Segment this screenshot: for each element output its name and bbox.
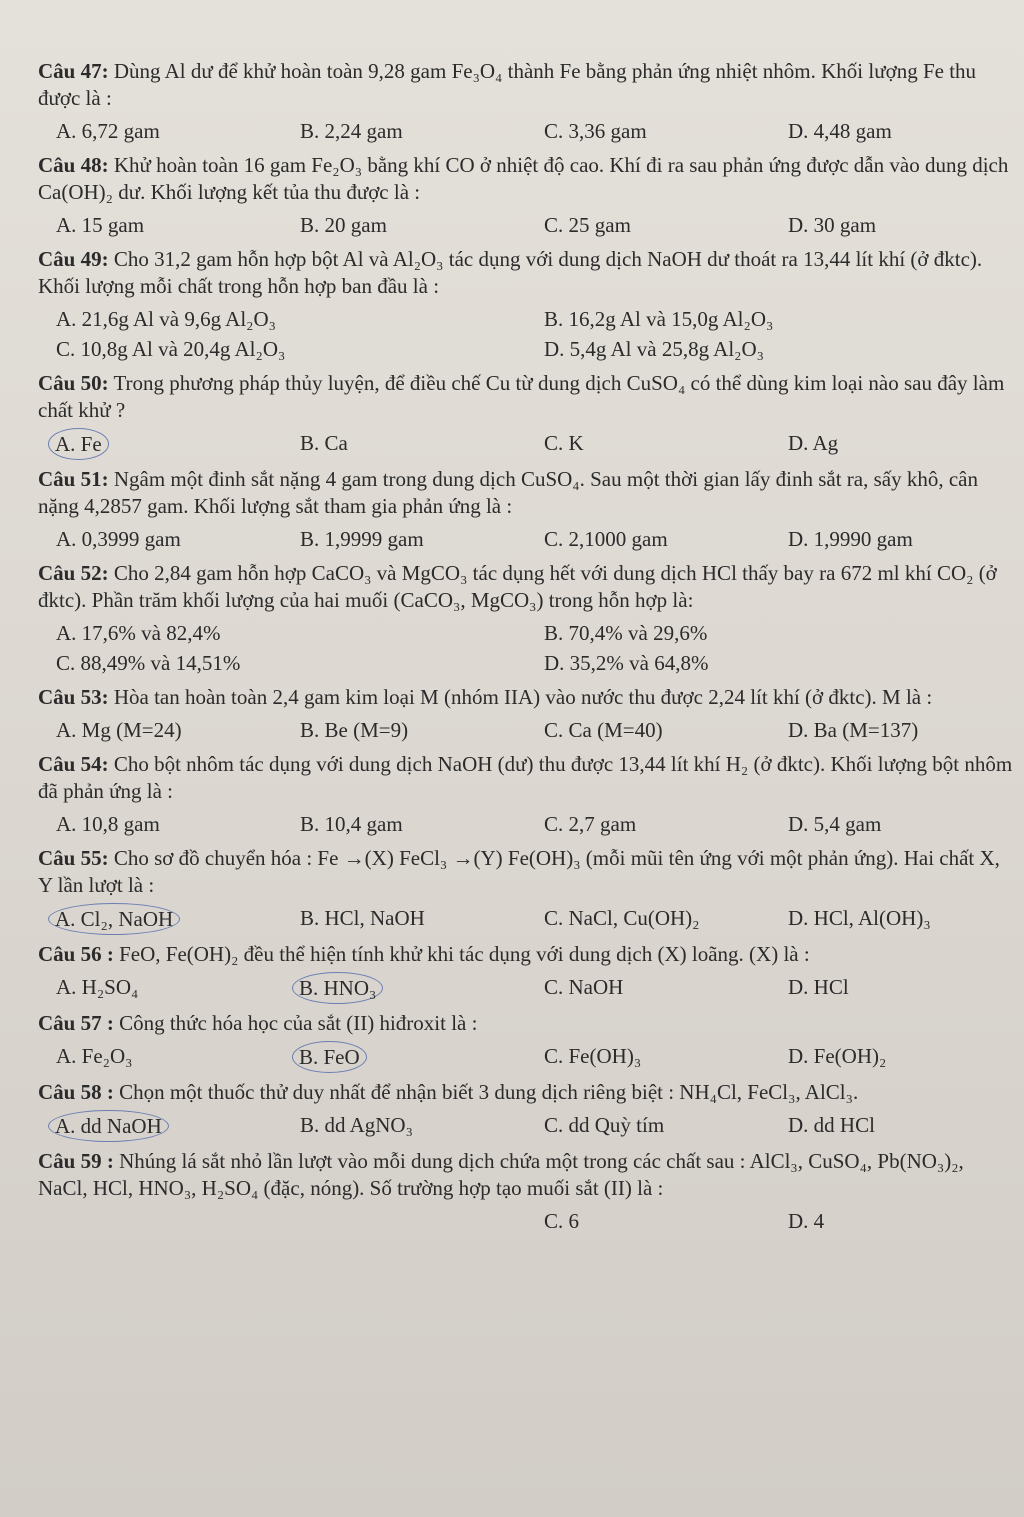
answer-option[interactable]: [526, 809, 770, 839]
answer-option-text: C. NaOH: [544, 975, 624, 999]
answer-option[interactable]: [38, 304, 526, 334]
answer-option-text: B. HNO₃: [292, 972, 383, 1004]
question-text: Chọn một thuốc thử duy nhất để nhận biết 3 dung dịch riêng biệt : NH₄Cl, FeCl₃, AlCl₃.: [119, 1080, 859, 1104]
question-59: [38, 1148, 1014, 1236]
answer-options: [38, 809, 1014, 839]
answer-option[interactable]: [526, 334, 1014, 364]
answer-option[interactable]: [38, 618, 526, 648]
question-54: [38, 751, 1014, 839]
answer-option[interactable]: [526, 210, 770, 240]
question-label: Câu 53:: [38, 685, 109, 709]
answer-option-text: C. 6: [544, 1209, 580, 1233]
answer-option-text: D. Ag: [788, 431, 839, 455]
answer-option[interactable]: [38, 1206, 282, 1236]
question-label: Câu 50:: [38, 371, 109, 395]
question-53: [38, 684, 1014, 745]
question-51: [38, 466, 1014, 554]
question-label: Câu 59 :: [38, 1149, 114, 1173]
answer-option[interactable]: [282, 1206, 526, 1236]
answer-option-text: D. 4,48 gam: [788, 119, 892, 143]
question-56: [38, 941, 1014, 1004]
question-text: Khử hoàn toàn 16 gam Fe₂O₃ bằng khí CO ở nhiệt độ cao. Khí đi ra sau phản ứng được dẫn vào dung dịch Ca(OH)₂ dư. Khối lượng kết tủa thu được là :: [38, 153, 1009, 204]
question-47: [38, 58, 1014, 146]
answer-option-text: B. 20 gam: [300, 213, 387, 237]
answer-option-text: B. 1,9999 gam: [300, 527, 424, 551]
answer-option[interactable]: [526, 972, 770, 1004]
answer-option-text: C. Fe(OH)₃: [544, 1044, 642, 1068]
answer-option-text: A. 21,6g Al và 9,6g Al₂O₃: [56, 307, 276, 331]
answer-option[interactable]: [770, 1041, 1014, 1073]
answer-option-text: B. Be (M=9): [300, 718, 409, 742]
answer-option-text: A. Fe: [48, 428, 109, 460]
answer-options: [38, 715, 1014, 745]
answer-options: [38, 903, 1014, 935]
question-58: [38, 1079, 1014, 1142]
answer-option[interactable]: [526, 903, 770, 935]
answer-options: [38, 428, 1014, 460]
question-stem: [38, 560, 1014, 614]
question-48: [38, 152, 1014, 240]
question-text: Hòa tan hoàn toàn 2,4 gam kim loại M (nhóm IIA) vào nước thu được 2,24 lít khí (ở đktc). M là :: [113, 685, 933, 709]
question-text: Dùng Al dư để khử hoàn toàn 9,28 gam Fe₃O₄ thành Fe bằng phản ứng nhiệt nhôm. Khối lượng Fe thu được là :: [38, 59, 977, 110]
question-stem: [38, 466, 1014, 520]
answer-option[interactable]: [282, 903, 526, 935]
answer-option-text: B. HCl, NaOH: [300, 906, 425, 930]
answer-option-text: D. dd HCl: [788, 1113, 875, 1137]
answer-option-text: C. 2,1000 gam: [544, 527, 668, 551]
answer-option-text: A. H₂SO₄: [56, 975, 139, 999]
question-stem: [38, 751, 1014, 805]
answer-option[interactable]: [526, 1206, 770, 1236]
answer-option[interactable]: [38, 648, 526, 678]
question-stem: [38, 845, 1014, 899]
answer-option[interactable]: [526, 715, 770, 745]
answer-option[interactable]: [526, 428, 770, 460]
answer-options: [38, 116, 1014, 146]
answer-options: [38, 524, 1014, 554]
answer-option[interactable]: [38, 903, 282, 935]
question-text: Cho sơ đồ chuyển hóa : Fe →(X) FeCl₃ →(Y) Fe(OH)₃ (mỗi mũi tên ứng với một phản ứng). Hai chất X, Y lần lượt là :: [38, 846, 1000, 897]
question-stem: [38, 246, 1014, 300]
question-55: [38, 845, 1014, 935]
answer-option[interactable]: [526, 1041, 770, 1073]
answer-option[interactable]: [38, 715, 282, 745]
answer-option-text: C. Ca (M=40): [544, 718, 663, 742]
answer-option[interactable]: [770, 210, 1014, 240]
answer-option-text: B. 10,4 gam: [300, 812, 403, 836]
answer-option[interactable]: [282, 1041, 526, 1073]
question-label: Câu 54:: [38, 752, 109, 776]
answer-option-text: A. 10,8 gam: [56, 812, 160, 836]
answer-option[interactable]: [526, 618, 1014, 648]
question-label: Câu 52:: [38, 561, 109, 585]
question-stem: [38, 1010, 1014, 1037]
answer-option-text: A. dd NaOH: [48, 1110, 169, 1142]
question-label: Câu 57 :: [38, 1011, 114, 1035]
question-stem: [38, 58, 1014, 112]
answer-option-text: D. HCl, Al(OH)₃: [788, 906, 931, 930]
answer-option-text: D. 35,2% và 64,8%: [544, 651, 709, 675]
answer-option-text: D. 4: [788, 1209, 825, 1233]
question-stem: [38, 1148, 1014, 1202]
answer-options: [38, 1206, 1014, 1236]
answer-option-text: C. 88,49% và 14,51%: [56, 651, 241, 675]
answer-options: [38, 972, 1014, 1004]
question-text: Cho 2,84 gam hỗn hợp CaCO₃ và MgCO₃ tác dụng hết với dung dịch HCl thấy bay ra 672 ml khí CO₂ (ở đktc). Phần trăm khối lượng của hai muối (CaCO₃, MgCO₃) trong hỗn hợp là:: [38, 561, 997, 612]
answer-option[interactable]: [526, 648, 1014, 678]
answer-option[interactable]: [38, 1041, 282, 1073]
question-text: Trong phương pháp thủy luyện, để điều chế Cu từ dung dịch CuSO₄ có thể dùng kim loại nào sau đây làm chất khử ?: [38, 371, 1005, 422]
answer-option[interactable]: [282, 1110, 526, 1142]
answer-option[interactable]: [38, 1110, 282, 1142]
answer-option-text: B. 70,4% và 29,6%: [544, 621, 708, 645]
question-stem: [38, 152, 1014, 206]
question-text: Công thức hóa học của sắt (II) hiđroxit là :: [119, 1011, 478, 1035]
question-stem: [38, 1079, 1014, 1106]
answer-option-text: C. 25 gam: [544, 213, 631, 237]
answer-option[interactable]: [770, 715, 1014, 745]
answer-option[interactable]: [38, 210, 282, 240]
answer-options: [38, 210, 1014, 240]
answer-option-text: C. 3,36 gam: [544, 119, 647, 143]
answer-option-text: A. Cl₂, NaOH: [48, 903, 180, 935]
answer-option[interactable]: [770, 903, 1014, 935]
question-52: [38, 560, 1014, 678]
answer-options: [38, 1041, 1014, 1073]
answer-option[interactable]: [282, 524, 526, 554]
answer-option[interactable]: [38, 428, 282, 460]
question-text: Nhúng lá sắt nhỏ lần lượt vào mỗi dung dịch chứa một trong các chất sau : AlCl₃, CuSO₄, Pb(NO₃)₂, NaCl, HCl, HNO₃, H₂SO₄ (đặc, nóng). Số trường hợp tạo muối sắt (II) là :: [38, 1149, 964, 1200]
answer-option-text: C. dd Quỳ tím: [544, 1113, 665, 1137]
answer-option[interactable]: [770, 1206, 1014, 1236]
answer-option[interactable]: [38, 524, 282, 554]
question-57: [38, 1010, 1014, 1073]
question-50: [38, 370, 1014, 460]
answer-option[interactable]: [38, 334, 526, 364]
question-label: Câu 51:: [38, 467, 109, 491]
answer-option[interactable]: [526, 116, 770, 146]
answer-option[interactable]: [38, 116, 282, 146]
answer-option-text: A. 6,72 gam: [56, 119, 160, 143]
answer-options: [38, 1110, 1014, 1142]
answer-option-text: D. 30 gam: [788, 213, 877, 237]
answer-option-text: C. 10,8g Al và 20,4g Al₂O₃: [56, 337, 286, 361]
answer-option[interactable]: [770, 1110, 1014, 1142]
question-text: Ngâm một đinh sắt nặng 4 gam trong dung dịch CuSO₄. Sau một thời gian lấy đinh sắt ra, sấy khô, cân nặng 4,2857 gam. Khối lượng sắt tham gia phản ứng là :: [38, 467, 978, 518]
answer-option-text: D. 5,4 gam: [788, 812, 882, 836]
question-label: Câu 56 :: [38, 942, 114, 966]
answer-option-text: A. Mg (M=24): [56, 718, 182, 742]
question-stem: [38, 684, 1014, 711]
answer-option-text: D. Ba (M=137): [788, 718, 919, 742]
answer-options: [38, 618, 1014, 678]
question-label: Câu 55:: [38, 846, 109, 870]
question-text: Cho 31,2 gam hỗn hợp bột Al và Al₂O₃ tác dụng với dung dịch NaOH dư thoát ra 13,44 lít khí (ở đktc). Khối lượng mỗi chất trong hỗn hợp ban đầu là :: [38, 247, 983, 298]
question-text: Cho bột nhôm tác dụng với dung dịch NaOH (dư) thu được 13,44 lít khí H₂ (ở đktc). Khối lượng bột nhôm đã phản ứng là :: [38, 752, 1013, 803]
answer-option-text: D. 5,4g Al và 25,8g Al₂O₃: [544, 337, 764, 361]
answer-option-text: A. Fe₂O₃: [56, 1044, 133, 1068]
answer-option-text: C. K: [544, 431, 584, 455]
answer-option-text: A. 0,3999 gam: [56, 527, 181, 551]
answer-option-text: D. HCl: [788, 975, 849, 999]
answer-option[interactable]: [282, 715, 526, 745]
answer-option-text: B. FeO: [292, 1041, 367, 1073]
answer-option[interactable]: [770, 524, 1014, 554]
answer-option[interactable]: [282, 809, 526, 839]
answer-option[interactable]: [282, 972, 526, 1004]
question-label: Câu 47:: [38, 59, 109, 83]
answer-option-text: C. NaCl, Cu(OH)₂: [544, 906, 700, 930]
answer-option[interactable]: [38, 809, 282, 839]
answer-option[interactable]: [770, 972, 1014, 1004]
question-label: Câu 58 :: [38, 1080, 114, 1104]
answer-option[interactable]: [526, 524, 770, 554]
question-stem: [38, 941, 1014, 968]
question-label: Câu 48:: [38, 153, 109, 177]
answer-option[interactable]: [282, 428, 526, 460]
question-stem: [38, 370, 1014, 424]
answer-option-text: A. 15 gam: [56, 213, 145, 237]
answer-option[interactable]: [282, 210, 526, 240]
answer-option-text: D. Fe(OH)₂: [788, 1044, 887, 1068]
answer-option-text: C. 2,7 gam: [544, 812, 637, 836]
question-text: FeO, Fe(OH)₂ đều thể hiện tính khử khi tác dụng với dung dịch (X) loãng. (X) là :: [119, 942, 810, 966]
answer-option-text: B. 2,24 gam: [300, 119, 403, 143]
answer-option[interactable]: [526, 1110, 770, 1142]
answer-options: [38, 304, 1014, 364]
question-49: [38, 246, 1014, 364]
answer-option-text: B. Ca: [300, 431, 348, 455]
answer-option-text: A. 17,6% và 82,4%: [56, 621, 221, 645]
answer-option[interactable]: [38, 972, 282, 1004]
answer-option-text: B. dd AgNO₃: [300, 1113, 413, 1137]
answer-option-text: D. 1,9990 gam: [788, 527, 913, 551]
question-label: Câu 49:: [38, 247, 109, 271]
answer-option[interactable]: [282, 116, 526, 146]
answer-option[interactable]: [770, 116, 1014, 146]
answer-option-text: B. 16,2g Al và 15,0g Al₂O₃: [544, 307, 774, 331]
answer-option[interactable]: [770, 809, 1014, 839]
answer-option[interactable]: [526, 304, 1014, 334]
answer-option[interactable]: [770, 428, 1014, 460]
